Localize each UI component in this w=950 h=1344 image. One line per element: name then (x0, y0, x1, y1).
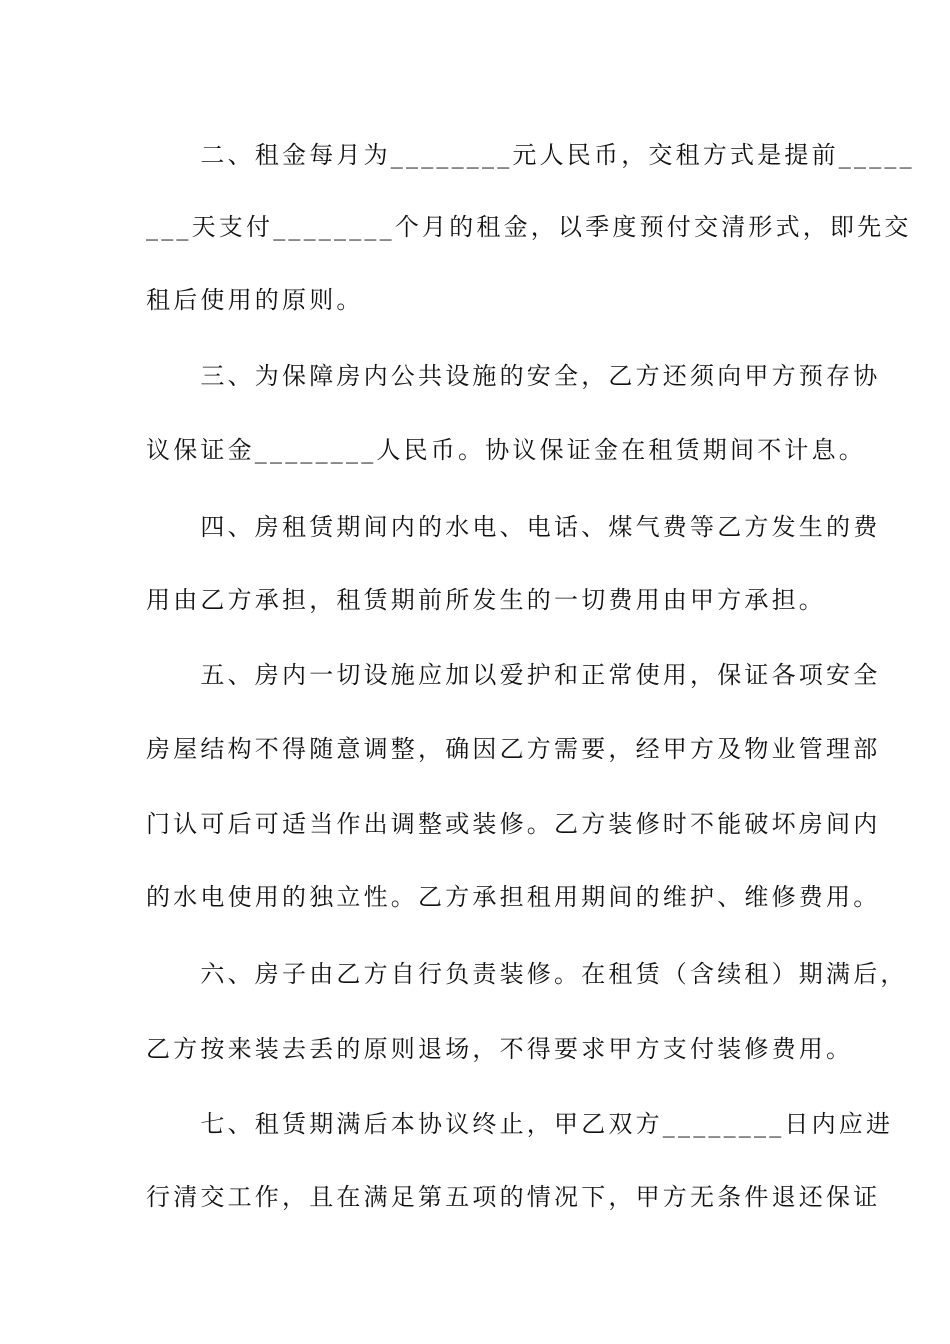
text-line-8: 五、房内一切设施应加以爱护和正常使用，保证各项安全 (146, 661, 881, 689)
text-line-5: 议保证金________人民币。协议保证金在租赁期间不计息。 (146, 436, 866, 464)
text-line-11: 的水电使用的独立性。乙方承担租用期间的维护、维修费用。 (146, 883, 881, 911)
text-line-13: 乙方按来装去丢的原则退场，不得要求甲方支付装修费用。 (146, 1035, 854, 1063)
text-line-12: 六、房子由乙方自行负责装修。在租赁（含续租）期满后， (146, 960, 908, 988)
text-line-9: 房屋结构不得随意调整，确因乙方需要，经甲方及物业管理部 (146, 735, 881, 763)
text-line-4: 三、为保障房内公共设施的安全，乙方还须向甲方预存协 (146, 362, 881, 390)
text-line-14: 七、租赁期满后本协议终止，甲乙双方________日内应进 (146, 1110, 894, 1138)
text-line-1: 二、租金每月为________元人民币，交租方式是提前_____ (146, 141, 915, 169)
text-line-10: 门认可后可适当作出调整或装修。乙方装修时不能破坏房间内 (146, 810, 881, 838)
text-line-2: ___天支付________个月的租金，以季度预付交清形式，即先交 (146, 213, 912, 241)
text-line-7: 用由乙方承担，租赁期前所发生的一切费用由甲方承担。 (146, 586, 826, 614)
text-line-3: 租后使用的原则。 (146, 286, 364, 314)
text-line-6: 四、房租赁期间内的水电、电话、煤气费等乙方发生的费 (146, 513, 881, 541)
text-line-15: 行清交工作，且在满足第五项的情况下，甲方无条件退还保证 (146, 1183, 881, 1211)
